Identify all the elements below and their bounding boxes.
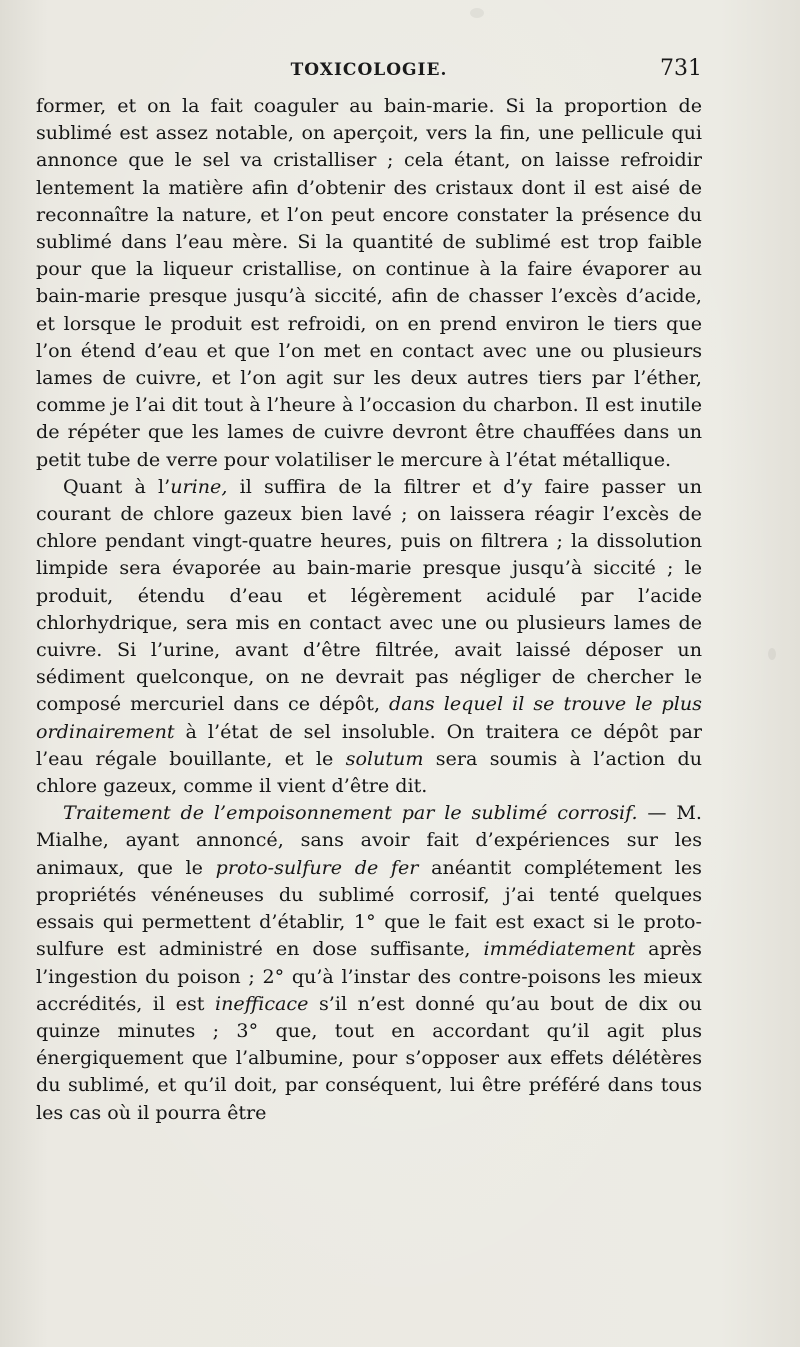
italic-text-run: proto-sulfure de fer (215, 855, 419, 879)
text-run: après l’ingestion du poison ; 2° qu’à l’instar des contre-poisons les mieux accrédités, il est (36, 937, 702, 1015)
italic-text-run: dans lequel il se trouve le plus ordinairement (36, 692, 702, 743)
italic-text-run: inefficace (215, 991, 309, 1015)
paper-stain (768, 648, 776, 660)
text-run: anéantit complétement les propriétés vénéneuses du sublimé corrosif, j’ai tenté quelques essais qui permettent d’établir, 1° que le fait est exact si le proto-sulfure est administré en dose suffisante, (36, 855, 702, 961)
text-run: s’il n’est donné qu’au bout de dix ou quinze minutes ; 3° que, tout en accordant qu’il agit plus énergiquement que l’albumine, pour s’opposer aux effets délétères du sublimé, et qu’il doit, par conséquent, lui être préféré dans tous les cas où il pourra être (36, 991, 702, 1124)
text-run: à l’état de sel insoluble. On traitera ce dépôt par l’eau régale bouillante, et le (36, 719, 702, 770)
paragraph-1 (36, 92, 702, 473)
paragraph-3 (36, 799, 702, 1125)
page-header (36, 56, 702, 86)
text-run: Quant à l’ (63, 474, 171, 498)
running-title: TOXICOLOGIE. (290, 60, 448, 80)
italic-text-run: urine, (170, 474, 228, 498)
text-run: — M. Mialhe, ayant annoncé, sans avoir fait d’expériences sur les animaux, que le (36, 801, 702, 879)
italic-text-run: solutum (345, 746, 424, 770)
text-run: il suffira de la filtrer et d’y faire passer un courant de chlore gazeux bien lavé ; on laissera réagir l’excès de chlore pendant vingt-quatre heures, puis on filtrera ; la dissolution limpide sera évaporée au bain-marie presque jusqu’à siccité ; le produit, étendu d’eau et légèrement acidulé par l’acide chlorhydrique, sera mis en contact avec une ou plusieurs lames de cuivre. Si l’urine, avant d’être filtrée, avait laissé déposer un sédiment quelconque, on ne devrait pas négliger de chercher le composé mercuriel dans ce dépôt, (36, 474, 702, 716)
paper-stain (470, 8, 484, 18)
text-run: former, et on la fait coaguler au bain-marie. Si la proportion de sublimé est assez notable, on aperçoit, vers la fin, une pellicule qui annonce que le sel va cristalliser ; cela étant, on laisse refroidir lentement la matière afin d’obtenir des cristaux dont il est aisé de reconnaître la nature, et l’on peut encore constater la présence du sublimé dans l’eau mère. Si la quantité de sublimé est trop faible pour que la liqueur cristallise, on continue à la faire évaporer au bain-marie presque jusqu’à siccité, afin de chasser l’excès d’acide, et lorsque le produit est refroidi, on en prend environ le tiers que l’on étend d’eau et que l’on met en contact avec une ou plusieurs lames de cuivre, et l’on agit sur les deux autres tiers par l’éther, comme je l’ai dit tout à l’heure à l’occasion du charbon. Il est inutile de répéter que les lames de cuivre devront être chauffées dans un petit tube de verre pour volatiliser le mercure à l’état métallique. (36, 94, 702, 471)
italic-text-run: immédiatement (483, 937, 636, 961)
italic-text-run: Traitement de l’empoisonnement par le sublimé corrosif. (63, 801, 638, 825)
body-text (36, 92, 702, 1126)
paragraph-2 (36, 473, 702, 799)
page-number: 731 (660, 56, 702, 81)
text-run: sera soumis à l’action du chlore gazeux, comme il vient d’être dit. (36, 746, 702, 798)
